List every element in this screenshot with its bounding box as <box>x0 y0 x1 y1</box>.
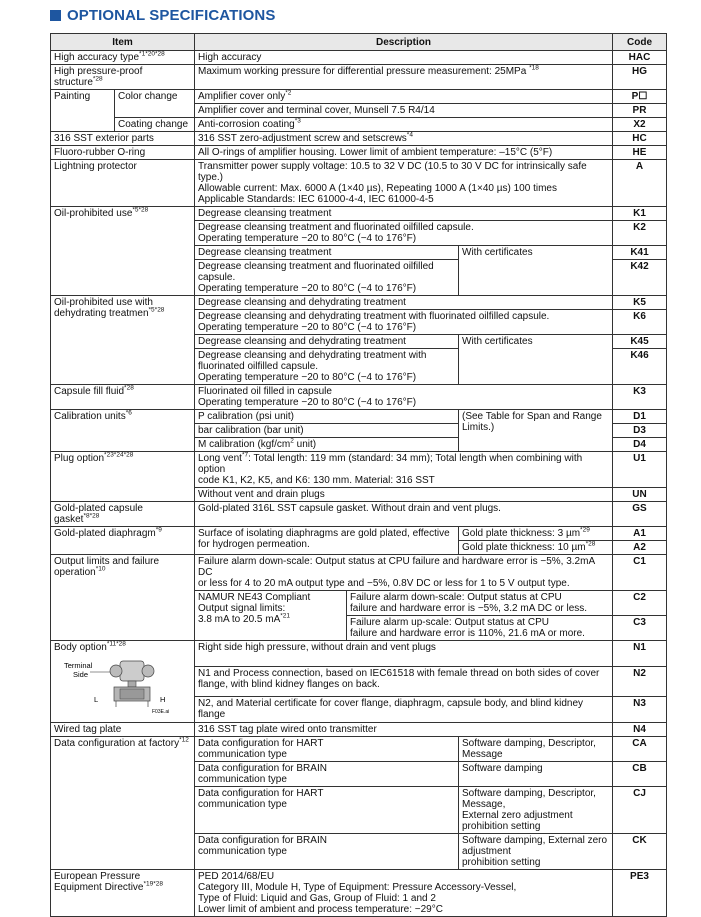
item-cell: Wired tag plate <box>51 723 195 737</box>
diagram-label-l: L <box>94 695 99 704</box>
code-cell: HG <box>613 65 667 90</box>
item-cell: Plug option$^{*23*24*28}$ <box>51 452 195 502</box>
item-cell: Output limits and failure operation$^{*10}$ <box>51 555 195 641</box>
desc-cell: Failure alarm down-scale: Output status at CPU failure and hardware error is −5%, 3.2mA DC or less for 4 to 20 mA output type and −5%, 0.8V DC or less for 1 to 5 V output type. <box>195 555 613 591</box>
config-detail-cell: Software damping, Descriptor, Message, External zero adjustment prohibition setting <box>459 787 613 834</box>
code-cell: N4 <box>613 723 667 737</box>
table-row <box>51 118 667 132</box>
square-bullet-icon <box>50 10 61 21</box>
desc-cell: Data configuration for HART communication type <box>195 737 459 762</box>
desc-cell: Degrease cleansing and dehydrating treatment with fluorinated oilfilled capsule. Operating temperature −20 to 80°C (−4 to 176°F) <box>195 349 459 385</box>
config-detail-cell: Software damping <box>459 762 613 787</box>
desc-cell: Degrease cleansing treatment and fluorinated oilfilled capsule. Operating temperature −20 to 80°C (−4 to 176°F) <box>195 260 459 296</box>
item-cell: Gold-plated diaphragm$^{*9}$ <box>51 527 195 555</box>
code-cell: D1 <box>613 410 667 424</box>
code-cell: N3 <box>613 697 667 723</box>
code-cell: HE <box>613 146 667 160</box>
thickness-cell: Gold plate thickness: 10 µm$^{*28}$ <box>459 541 613 555</box>
code-cell: GS <box>613 502 667 527</box>
item-cell: Oil-prohibited use with dehydrating treatmen$^{*5*28}$ <box>51 296 195 385</box>
desc-cell: N2, and Material certificate for cover flange, diaphragm, capsule body, and blind kidney flange <box>195 697 613 723</box>
code-cell: X2 <box>613 118 667 132</box>
item-cell: Painting <box>51 90 115 132</box>
desc-cell: Degrease cleansing treatment <box>195 207 613 221</box>
code-cell: PR <box>613 104 667 118</box>
table-row <box>51 737 667 762</box>
code-cell: K1 <box>613 207 667 221</box>
section-title-text: OPTIONAL SPECIFICATIONS <box>67 6 276 24</box>
item-cell: Capsule fill fluid$^{*28}$ <box>51 385 195 410</box>
item-cell: Fluoro-rubber O-ring <box>51 146 195 160</box>
desc-cell: Fluorinated oil filled in capsule Operating temperature −20 to 80°C (−4 to 176°F) <box>195 385 613 410</box>
section-title <box>50 4 275 26</box>
subitem-cell: Coating change <box>115 118 195 132</box>
desc-cell: Transmitter power supply voltage: 10.5 to 32 V DC (10.5 to 30 V DC for intrinsically safe type.) Allowable current: Max. 6000 A (1×40 µs), Repeating 1000 A (1×40 µs) 100 times Applicable Standards: IEC 61000-4-4, IEC 61000-4-5 <box>195 160 613 207</box>
table-row <box>51 385 667 410</box>
table-row <box>51 410 667 424</box>
code-cell: P☐ <box>613 90 667 104</box>
code-cell: C3 <box>613 616 667 641</box>
code-cell: K45 <box>613 335 667 349</box>
desc-cell: Degrease cleansing treatment <box>195 246 459 260</box>
desc-cell: High accuracy <box>195 51 613 65</box>
table-header-row <box>51 34 667 51</box>
table-row <box>51 51 667 65</box>
code-cell: PE3 <box>613 870 667 917</box>
table-row <box>51 723 667 737</box>
diagram-label-h: H <box>160 695 166 704</box>
desc-cell: N1 and Process connection, based on IEC61518 with female thread on both sides of cover flange, with blind kidney flanges on back. <box>195 667 613 697</box>
diagram-ref: F03E.ai <box>152 709 170 715</box>
code-cell: K6 <box>613 310 667 335</box>
code-cell: U1 <box>613 452 667 488</box>
desc-cell: Data configuration for BRAIN communication type <box>195 834 459 870</box>
code-cell: C2 <box>613 591 667 616</box>
desc-cell: Without vent and drain plugs <box>195 488 613 502</box>
item-cell: European Pressure Equipment Directive$^{*19*28}$ <box>51 870 195 917</box>
code-cell: HAC <box>613 51 667 65</box>
code-cell: CB <box>613 762 667 787</box>
item-cell: Body option$^{*11*28}$ Terminal Side L H F03E.ai <box>51 641 195 723</box>
table-row <box>51 132 667 146</box>
item-cell: Calibration units$^{*6}$ <box>51 410 195 452</box>
config-detail-cell: Software damping, External zero adjustment prohibition setting <box>459 834 613 870</box>
item-cell: Oil-prohibited use$^{*5*28}$ <box>51 207 195 296</box>
desc-cell: Right side high pressure, without drain and vent plugs <box>195 641 613 667</box>
desc-cell: bar calibration (bar unit) <box>195 424 459 438</box>
code-cell: D3 <box>613 424 667 438</box>
desc-cell: 316 SST zero-adjustment screw and setscrews$^{*4}$ <box>195 132 613 146</box>
desc-cell: M calibration ($kgf/cm^2$ unit) <box>195 438 459 452</box>
desc-cell: Failure alarm up-scale: Output status at CPU failure and hardware error is 110%, 21.6 mA or more. <box>347 616 613 641</box>
namur-cell: NAMUR NE43 Compliant Output signal limits: 3.8 mA to 20.5 $mA^{*21}$ <box>195 591 347 641</box>
subitem-cell: Color change <box>115 90 195 118</box>
desc-cell: Data configuration for HART communication type <box>195 787 459 834</box>
code-cell: K42 <box>613 260 667 296</box>
code-cell: CK <box>613 834 667 870</box>
code-cell: A2 <box>613 541 667 555</box>
thickness-cell: Gold plate thickness: 3 µm$^{*29}$ <box>459 527 613 541</box>
desc-cell: Long vent$^{*7}$: Total length: 119 mm (standard: 34 mm); Total length when combining with option code K1, K2, K5, and K6: 130 mm. Material: 316 SST <box>195 452 613 488</box>
desc-cell: Degrease cleansing treatment and fluorinated oilfilled capsule. Operating temperature −20 to 80°C (−4 to 176°F) <box>195 221 613 246</box>
header-code: Code <box>613 34 667 51</box>
desc-cell: Maximum working pressure for differential pressure measurement: 25MPa $^{*18}$ <box>195 65 613 90</box>
options-table <box>50 33 667 917</box>
table-row <box>51 296 667 310</box>
code-cell: K3 <box>613 385 667 410</box>
desc-cell: 316 SST tag plate wired onto transmitter <box>195 723 613 737</box>
desc-cell: Amplifier cover and terminal cover, Munsell 7.5 R4/14 <box>195 104 613 118</box>
config-detail-cell: Software damping, Descriptor, Message <box>459 737 613 762</box>
desc-cell: PED 2014/68/EU Category III, Module H, Type of Equipment: Pressure Accessory-Vessel, Type of Fluid: Liquid and Gas, Group of Fluid: 1 and 2 Lower limit of ambient and process temperature: −29°C <box>195 870 613 917</box>
table-row <box>51 641 667 667</box>
desc-cell: Degrease cleansing and dehydrating treatment <box>195 296 613 310</box>
table-row <box>51 452 667 488</box>
desc-cell: Anti-corrosion coating$^{*3}$ <box>195 118 613 132</box>
item-cell: High accuracy type$^{*1*20*28}$ <box>51 51 195 65</box>
header-description: Description <box>195 34 613 51</box>
desc-cell: P calibration (psi unit) <box>195 410 459 424</box>
code-cell: D4 <box>613 438 667 452</box>
code-cell: CA <box>613 737 667 762</box>
code-cell: HC <box>613 132 667 146</box>
code-cell: C1 <box>613 555 667 591</box>
item-cell: 316 SST exterior parts <box>51 132 195 146</box>
desc-cell: All O-rings of amplifier housing. Lower limit of ambient temperature: –15°C (5°F) <box>195 146 613 160</box>
item-cell: High pressure-proof structure$^{*28}$ <box>51 65 195 90</box>
calibration-note-cell: (See Table for Span and Range Limits.) <box>459 410 613 452</box>
table-row <box>51 555 667 591</box>
code-cell: K46 <box>613 349 667 385</box>
table-row <box>51 870 667 917</box>
code-cell: K5 <box>613 296 667 310</box>
code-cell: K41 <box>613 246 667 260</box>
certificates-cell: With certificates <box>459 246 613 296</box>
code-cell: A1 <box>613 527 667 541</box>
transmitter-diagram <box>60 657 184 715</box>
table-row <box>51 207 667 221</box>
code-cell: A <box>613 160 667 207</box>
desc-cell: Surface of isolating diaphragms are gold plated, effective for hydrogen permeation. <box>195 527 459 555</box>
table-row <box>51 65 667 90</box>
code-cell: CJ <box>613 787 667 834</box>
item-cell: Gold-plated capsule gasket$^{*8*28}$ <box>51 502 195 527</box>
item-cell: Data configuration at factory$^{*12}$ <box>51 737 195 870</box>
table-row <box>51 502 667 527</box>
diagram-label-terminal: Terminal <box>64 661 93 670</box>
table-row <box>51 146 667 160</box>
table-row <box>51 160 667 207</box>
table-row <box>51 90 667 104</box>
code-cell: K2 <box>613 221 667 246</box>
code-cell: N1 <box>613 641 667 667</box>
desc-cell: Amplifier cover only$^{*2}$ <box>195 90 613 104</box>
code-cell: N2 <box>613 667 667 697</box>
code-cell: UN <box>613 488 667 502</box>
desc-cell: Degrease cleansing and dehydrating treatment with fluorinated oilfilled capsule. Operating temperature −20 to 80°C (−4 to 176°F) <box>195 310 613 335</box>
table-row <box>51 527 667 541</box>
certificates-cell: With certificates <box>459 335 613 385</box>
desc-cell: Degrease cleansing and dehydrating treatment <box>195 335 459 349</box>
desc-cell: Data configuration for BRAIN communication type <box>195 762 459 787</box>
header-item: Item <box>51 34 195 51</box>
item-cell: Lightning protector <box>51 160 195 207</box>
desc-cell: Failure alarm down-scale: Output status at CPU failure and hardware error is −5%, 3.2 mA DC or less. <box>347 591 613 616</box>
diagram-label-side: Side <box>73 670 89 679</box>
desc-cell: Gold-plated 316L SST capsule gasket. Without drain and vent plugs. <box>195 502 613 527</box>
